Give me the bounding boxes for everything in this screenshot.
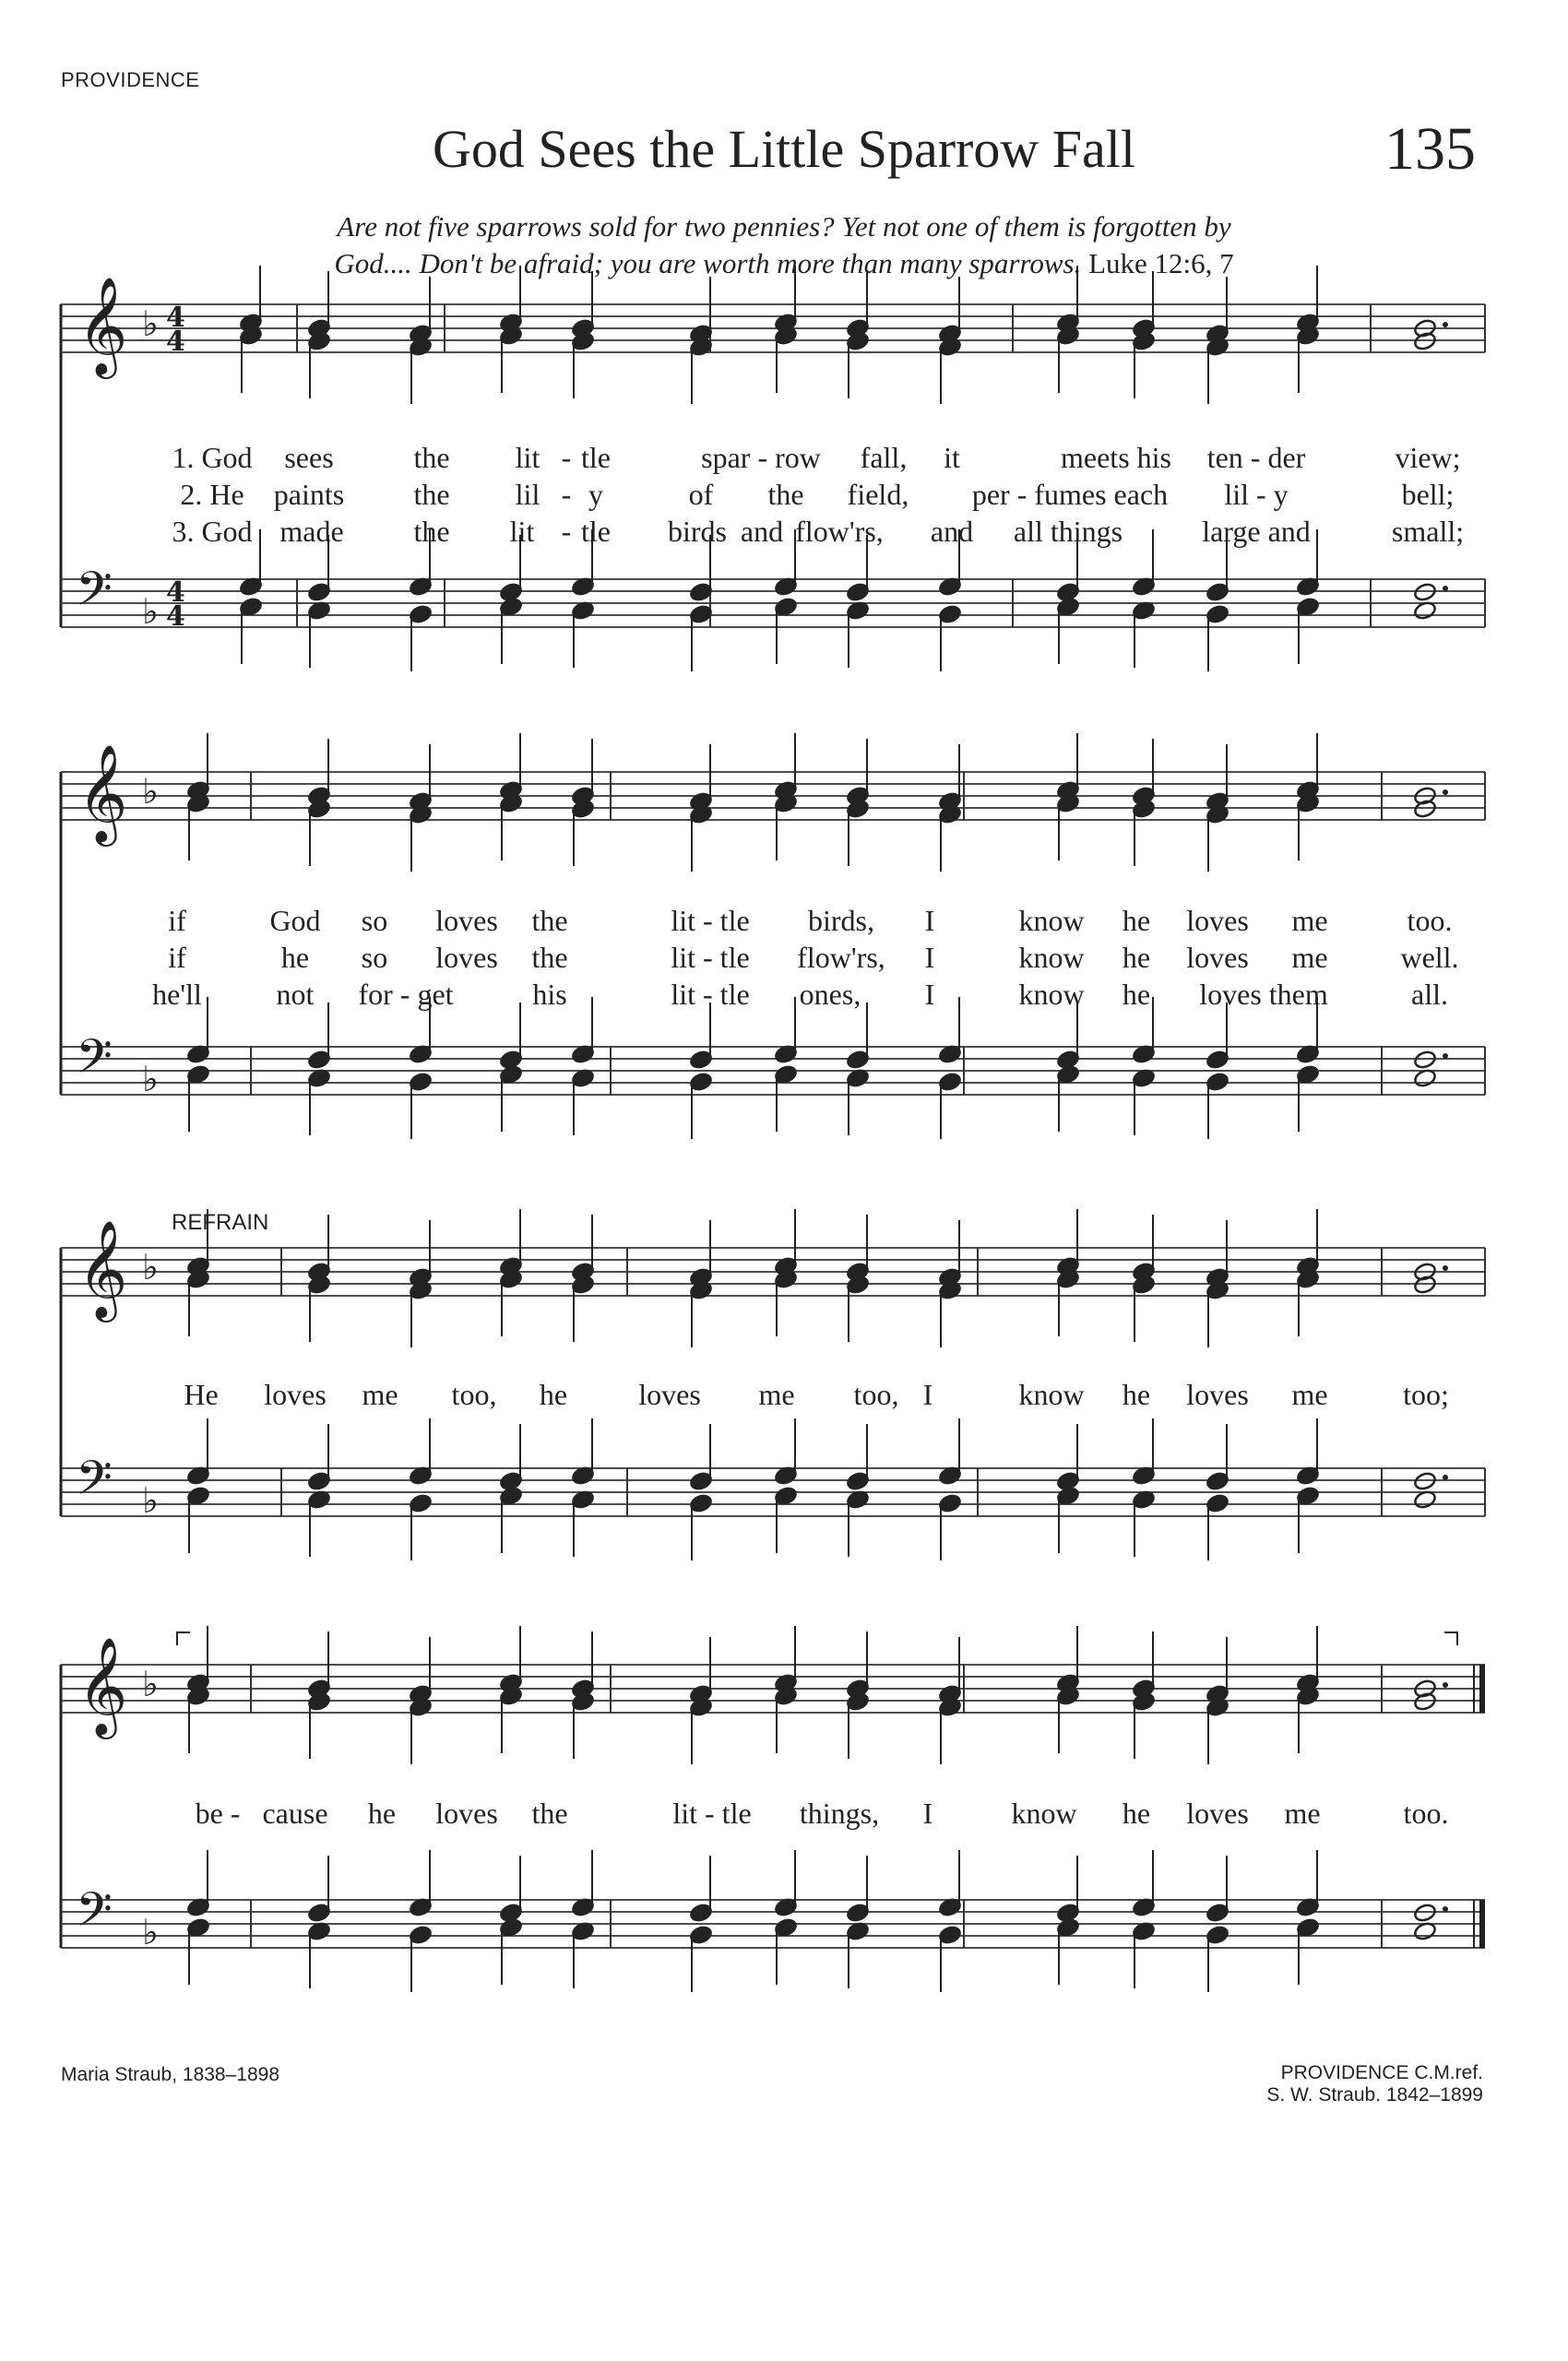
treble-clef-icon: 𝄞 <box>77 743 128 842</box>
lyric-syllable: the <box>413 441 450 474</box>
lyric-syllable: loves <box>435 1797 498 1830</box>
tune-meter: PROVIDENCE C.M.ref. <box>1280 2062 1483 2083</box>
bass-clef-icon: 𝄢 <box>76 561 113 628</box>
lyric-syllable: he'll <box>152 978 202 1011</box>
lyric-syllable: lil <box>515 478 540 511</box>
flat-key-signature-icon: ♭ <box>142 1912 159 1952</box>
lyric-syllable: me <box>1291 1378 1328 1411</box>
lyric-syllable: I <box>924 904 935 937</box>
lyric-syllable: loves <box>1186 1797 1249 1830</box>
half-note-head <box>1413 1050 1437 1070</box>
lyric-syllable: if <box>168 904 186 937</box>
lyric-syllable: large and <box>1202 515 1311 548</box>
epigraph-line-1: Are not five sparrows sold for two pennies? Yet not one of them is forgotten by <box>337 210 1231 243</box>
flat-key-signature-icon: ♭ <box>142 591 159 632</box>
lyric-syllable: the <box>531 904 568 937</box>
lyric-syllable: loves <box>1186 904 1249 937</box>
lyric-syllable: too. <box>1403 1797 1449 1830</box>
lyric-syllable: birds <box>668 515 727 548</box>
lyric-syllable: he <box>280 941 310 974</box>
lyric-syllable: the <box>531 1797 568 1830</box>
lyric-syllable: lit - tle <box>672 1797 752 1830</box>
dot <box>1443 789 1448 795</box>
lyric-syllable: spar - row <box>701 441 821 474</box>
epigraph-text: God.... Don't be afraid; you are worth more than many sparrows. <box>334 247 1082 279</box>
lyric-syllable: and <box>930 515 974 548</box>
lyric-syllable: ones, <box>799 978 861 1011</box>
time-signature-top: 4 <box>166 576 185 609</box>
lyric-syllable: loves <box>435 941 498 974</box>
lyric-syllable: flow'rs, <box>797 941 885 974</box>
lyric-syllable: field, <box>847 478 909 511</box>
lyric-syllable: me <box>1291 904 1328 937</box>
lyric-syllable: lit - tle <box>671 904 750 937</box>
half-note-head <box>1413 1471 1437 1491</box>
hymn-title: God Sees the Little Sparrow Fall <box>433 119 1135 179</box>
lyric-syllable: - <box>561 515 572 548</box>
lyric-syllable: I <box>922 1797 933 1830</box>
lyric-syllable: he <box>1122 978 1151 1011</box>
lyric-syllable: small; <box>1391 515 1465 548</box>
lyric-syllable: well. <box>1400 941 1459 974</box>
lyric-syllable: he <box>1122 904 1151 937</box>
lyric-syllable: loves <box>435 904 498 937</box>
flat-key-signature-icon: ♭ <box>142 303 159 344</box>
lyric-syllable: the <box>767 478 804 511</box>
lyric-syllable: He <box>184 1378 219 1411</box>
lyric-syllable: 1. God <box>172 441 253 474</box>
lyric-syllable: too. <box>1407 904 1453 937</box>
music-credit <box>1266 2062 1483 2106</box>
flat-key-signature-icon: ♭ <box>142 1664 159 1704</box>
flat-key-signature-icon: ♭ <box>142 1059 159 1099</box>
lyric-syllable: it <box>944 441 960 474</box>
lyric-syllable: so <box>361 904 388 937</box>
lyric-syllable: loves <box>264 1378 327 1411</box>
flat-key-signature-icon: ♭ <box>142 771 159 812</box>
lyric-syllable: be - <box>195 1797 241 1830</box>
dot <box>1443 1475 1448 1480</box>
lyric-syllable: the <box>531 941 568 974</box>
lyric-syllable: tle <box>581 441 611 474</box>
scripture-reference: Luke 12:6, 7 <box>1081 247 1234 279</box>
lyric-syllable: birds, <box>808 904 874 937</box>
lyric-syllable: too, <box>451 1378 497 1411</box>
lyric-syllable: so <box>361 941 388 974</box>
bass-clef-icon: 𝄢 <box>76 1028 113 1096</box>
lyric-syllable: bell; <box>1401 478 1455 511</box>
lyric-syllable: ten - der <box>1206 441 1306 474</box>
lyric-syllable: - <box>561 478 572 511</box>
lyric-syllable: know <box>1011 1797 1077 1830</box>
lyric-syllable: loves <box>1186 941 1249 974</box>
lyric-syllable: he <box>1122 1797 1151 1830</box>
flat-key-signature-icon: ♭ <box>142 1480 159 1521</box>
time-signature-top: 4 <box>166 302 185 334</box>
hymn-number: 135 <box>1384 115 1476 183</box>
dot <box>1443 586 1448 591</box>
lyric-syllable: meets his <box>1061 441 1171 474</box>
bass-clef-icon: 𝄢 <box>76 1881 113 1949</box>
composer-credit: S. W. Straub. 1842–1899 <box>1266 2084 1483 2106</box>
lyric-syllable: know <box>1018 978 1085 1011</box>
lyric-syllable: know <box>1018 941 1085 974</box>
lyric-syllable: loves <box>638 1378 701 1411</box>
lyric-syllable: per - fumes each <box>971 478 1169 511</box>
lyric-syllable: if <box>168 941 186 974</box>
lyric-syllable: me <box>758 1378 795 1411</box>
dot <box>1443 1053 1448 1059</box>
lyric-syllable: his <box>532 978 567 1011</box>
lyric-syllable: things, <box>799 1797 880 1830</box>
flat-key-signature-icon: ♭ <box>142 1247 159 1287</box>
half-note-head <box>1413 1903 1437 1923</box>
lyric-syllable: me <box>1291 941 1328 974</box>
lyric-syllable: know <box>1018 904 1085 937</box>
repeat-bracket-right <box>1444 1632 1457 1645</box>
lyric-syllable: he <box>1122 941 1151 974</box>
lyric-syllable: me <box>362 1378 398 1411</box>
treble-clef-icon: 𝄞 <box>77 1219 128 1318</box>
lyric-syllable: fall, <box>860 441 908 474</box>
lyric-syllable: I <box>924 978 935 1011</box>
lyric-syllable: y <box>588 478 603 511</box>
lyric-syllable: me <box>1284 1797 1321 1830</box>
lyric-syllable: lit <box>515 441 540 474</box>
words-credit: Maria Straub, 1838–1898 <box>61 2064 279 2085</box>
lyric-syllable: too; <box>1403 1378 1449 1411</box>
dot <box>1443 1682 1448 1688</box>
bass-clef-icon: 𝄢 <box>76 1450 113 1517</box>
lyric-syllable: the <box>413 515 450 548</box>
lyric-syllable: all things <box>1013 515 1123 548</box>
lyric-syllable: cause <box>262 1797 328 1830</box>
lyric-syllable: God <box>269 904 321 937</box>
repeat-bracket-left <box>177 1632 190 1645</box>
tune-name-header: PROVIDENCE <box>61 68 200 91</box>
lyric-syllable: for - get <box>358 978 454 1011</box>
lyric-syllable: and <box>740 515 784 548</box>
dot <box>1443 1265 1448 1271</box>
lyric-syllable: of <box>688 478 714 511</box>
lyric-syllable: loves them <box>1199 978 1328 1011</box>
lyric-syllable: he <box>539 1378 568 1411</box>
treble-clef-icon: 𝄞 <box>77 276 128 374</box>
lyric-syllable: 2. He <box>180 478 244 511</box>
lyric-syllable: too, <box>853 1378 899 1411</box>
lyric-syllable: 3. God <box>172 515 253 548</box>
lyric-syllable: loves <box>1186 1378 1249 1411</box>
lyric-syllable: - <box>561 441 572 474</box>
dot <box>1443 1906 1448 1912</box>
lyric-syllable: paints <box>273 478 345 511</box>
lyric-syllable: the <box>413 478 450 511</box>
lyric-syllable: lit - tle <box>671 978 750 1011</box>
time-signature-bottom: 4 <box>166 600 185 633</box>
dot <box>1443 322 1448 327</box>
lyric-syllable: I <box>922 1378 933 1411</box>
treble-clef-icon: 𝄞 <box>77 1636 128 1735</box>
lyric-syllable: all. <box>1411 978 1448 1011</box>
lyric-syllable: lit - tle <box>671 941 750 974</box>
lyric-syllable: not <box>276 978 315 1011</box>
lyric-syllable: lil - y <box>1224 478 1289 511</box>
lyric-syllable: lit <box>509 515 535 548</box>
lyric-syllable: made <box>279 515 344 548</box>
lyric-syllable: he <box>367 1797 397 1830</box>
half-note-head <box>1413 582 1437 602</box>
refrain-label: REFRAIN <box>172 1210 269 1235</box>
lyric-syllable: he <box>1122 1378 1151 1411</box>
time-signature-bottom: 4 <box>166 326 185 358</box>
lyric-syllable: I <box>924 941 935 974</box>
lyric-syllable: know <box>1018 1378 1085 1411</box>
lyric-syllable: sees <box>284 441 334 474</box>
lyric-syllable: tle <box>581 515 611 548</box>
lyric-syllable: flow'rs, <box>795 515 884 548</box>
lyric-syllable: view; <box>1395 441 1461 474</box>
